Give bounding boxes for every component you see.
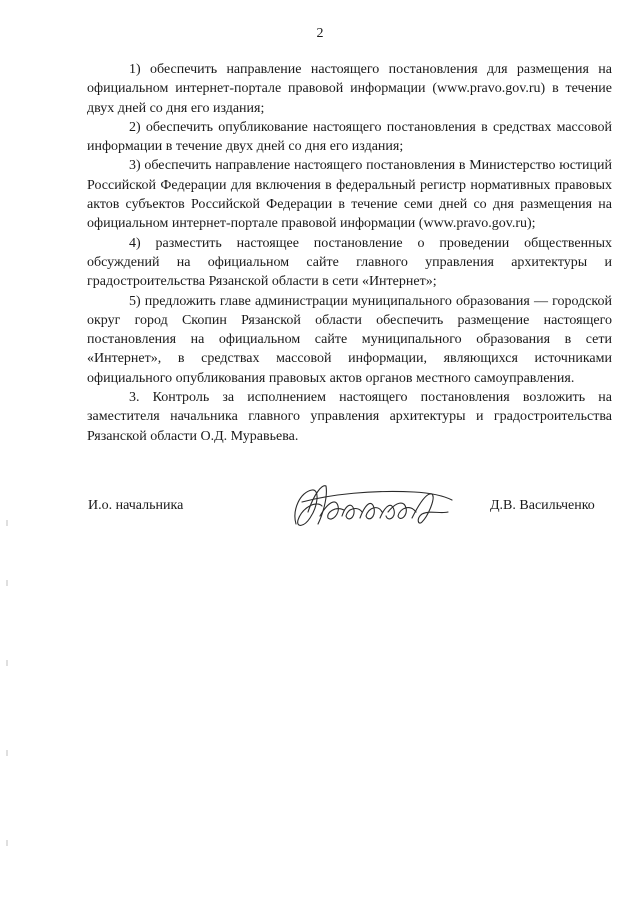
paragraph-item-1: 1) обеспечить направление настоящего постановления для размещения на официальном интернет-портале правовой информации (www.pravo.gov.ru) в течение двух дней со дня его издания; xyxy=(87,62,612,116)
handwritten-signature xyxy=(282,472,467,542)
paragraph-item-2: 2) обеспечить опубликование настоящего постановления в средствах массовой информации в течение двух дней со дня его издания; xyxy=(87,119,612,155)
paragraph-item-4: 4) разместить настоящее постановление о проведении общественных обсуждений на официальном сайте главного управления архитектуры и градостроительства Рязанской области в сети «Интернет»; xyxy=(87,235,612,290)
scan-edge-marks xyxy=(6,520,8,860)
signatory-name: Д.В. Васильченко xyxy=(490,498,595,513)
paragraph-control-clause: 3. Контроль за исполнением настоящего постановления возложить на заместителя начальника главного управления архитектуры и градостроительства Рязанской области О.Д. Муравьева. xyxy=(87,390,612,444)
paragraph-item-5: 5) предложить главе администрации муниципального образования — городской округ город Скопин Рязанской области обеспечить размещение настоящего постановления на официальном сайте муниципального образования в сети «Интернет», в средствах массовой информации, являющихся источниками официального опубликования правовых актов органов местного самоуправления. xyxy=(87,293,612,386)
paragraph-item-3: 3) обеспечить направление настоящего постановления в Министерство юстиций Российской Федерации для включения в федеральный регистр нормативных правовых актов субъектов Российской Федерации в течение семи дней со дня размещения на официальном интернет-портале правовой информации (www.pravo.gov.ru); xyxy=(87,158,612,232)
page-number: 2 xyxy=(316,26,324,41)
signatory-role: И.о. начальника xyxy=(88,498,184,513)
document-body xyxy=(87,60,612,446)
